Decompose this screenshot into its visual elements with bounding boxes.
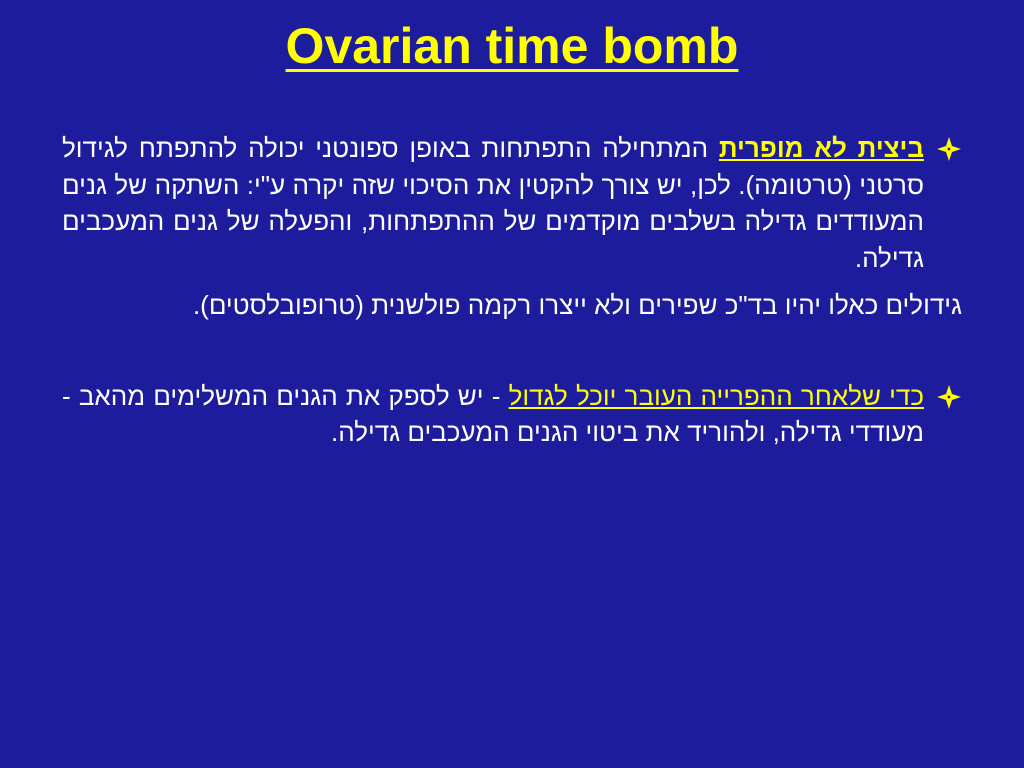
bullet-1 — [62, 130, 962, 276]
diamond-bullet-icon — [936, 136, 962, 162]
bullet-3 — [62, 378, 962, 451]
paragraph-2-text: גידולים כאלו יהיו בד"כ שפירים ולא ייצרו רקמה פולשנית (טרופובלסטים). — [192, 290, 962, 320]
bullet-1-highlight: ביצית לא מופרית — [718, 133, 924, 163]
diamond-bullet-icon — [936, 384, 962, 410]
paragraph-2 — [62, 287, 962, 324]
slide-title: Ovarian time bomb — [285, 18, 739, 74]
slide-content — [62, 130, 962, 451]
bullet-1-text: המתחילה התפתחות באופן ספונטני יכולה להתפתח לגידול סרטני (טרטומה). לכן, יש צורך להקטין את הסיכוי שזה יקרה ע"י: השתקה של גנים המעודדים גדילה בשלבים מוקדמים של ההתפתחות, והפעלה של גנים המעכבים גדילה. — [62, 133, 924, 273]
bullet-3-text: - יש לספק את הגנים המשלימים מהאב - מעודדי גדילה, ולהוריד את ביטוי הגנים המעכבים גדילה. — [62, 380, 924, 447]
bullet-3-highlight: כדי שלאחר ההפרייה העובר יוכל לגדול — [508, 380, 924, 411]
